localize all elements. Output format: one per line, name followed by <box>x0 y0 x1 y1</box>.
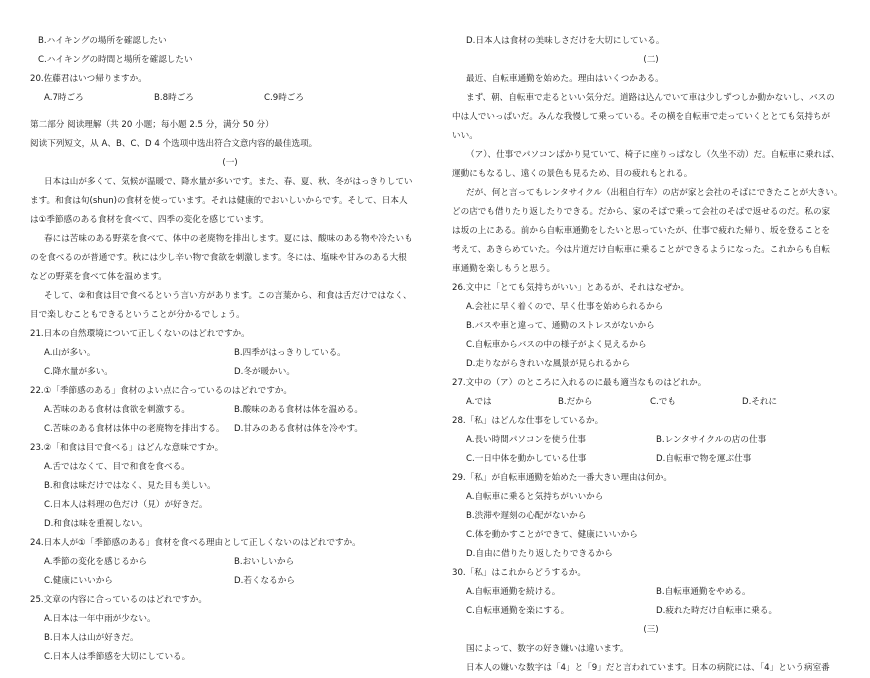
q22-option-d: D.甘みのある食材は体を冷やす。 <box>234 424 363 434</box>
passage2-line: どの店でも借りたり返したりできる。だから、家のそばで乗って会社のそばで返せるのだ。私の家 <box>452 207 831 217</box>
q23-option-a: A.舌ではなくて、目で和食を食べる。 <box>44 462 190 472</box>
q24-option-d: D.若くなるから <box>234 576 295 586</box>
passage3-line: 日本人の嫌いな数字は「4」と「9」だと言われています。日本の病院には、「4」という病室番 <box>466 663 830 673</box>
passage2-line: だが、何と言ってもレンタサイクル（出租自行车）の店が家と会社のそばにできたことが大きい。 <box>466 188 843 198</box>
passage2-line: 運動にもなるし、遠くの景色も見るため、目の疲れもとれる。 <box>452 169 693 179</box>
q24-options <box>30 572 430 591</box>
q30-option-d: D.疲れた時だけ自転車に乗る。 <box>656 606 778 616</box>
q27-option-d: D.それに <box>742 397 778 407</box>
passage1-line: ます。和食は旬(shun)の食材を使っています。それは健康的でおいしいからです。そして、日本人 <box>30 196 408 206</box>
q19-option-b: B.ハイキングの場所を確認したい <box>38 36 167 46</box>
q23-option-b: B.和食は味だけではなく、見た目も美しい。 <box>44 481 216 491</box>
q24-option-a: A.季節の変化を感じるから <box>44 557 147 567</box>
q28-option-a: A.長い時間パソコンを使う仕事 <box>466 435 587 445</box>
q27-question: 27.文中の（ア）のところに入れるのに最も適当なものはどれか。 <box>452 378 707 388</box>
q30-option-c: C.自転車通勤を楽にする。 <box>466 606 570 616</box>
passage2-line: 中は人でいっぱいだ。みんな我慢して乗っている。その横を自転車で走っていくととても気持ちが <box>452 112 831 122</box>
q21-option-a: A.山が多い。 <box>44 348 96 358</box>
q21-option-c: C.降水量が多い。 <box>44 367 113 377</box>
q26-option-a: A.会社に早く着くので、早く仕事を始められるから <box>466 302 664 312</box>
q20-question: 20.佐藤君はいつ帰りますか。 <box>30 74 147 84</box>
q28-options <box>452 431 850 450</box>
q28-option-c: C.一日中体を動かしている仕事 <box>466 454 587 464</box>
q19-option-c: C.ハイキングの時間と場所を確認したい <box>38 55 193 65</box>
q28-option-b: B.レンタサイクルの店の仕事 <box>656 435 767 445</box>
q24-question: 24.日本人が①「季節感のある」食材を食べる理由として正しくないのはどれですか。 <box>30 538 361 548</box>
q25-option-a: A.日本は一年中雨が少ない。 <box>44 614 156 624</box>
q25-option-b: B.日本人は山が好きだ。 <box>44 633 139 643</box>
q30-question: 30.「私」はこれからどうするか。 <box>452 568 586 578</box>
q30-option-a: A.自転車通勤を続ける。 <box>466 587 561 597</box>
q26-option-d: D.走りながらきれいな風景が見られるから <box>466 359 631 369</box>
q29-option-d: D.自由に借りたり返したりできるから <box>466 549 613 559</box>
passage1-line: などの野菜を食べて体を温めます。 <box>30 272 167 282</box>
q22-option-c: C.苦味のある食材は体中の老廃物を排出する。 <box>44 424 225 434</box>
q21-option-b: B.四季がはっきりしている。 <box>234 348 346 358</box>
q25-option-d: D.日本人は食材の美味しさだけを大切にしている。 <box>466 36 665 46</box>
part2-instruction: 阅读下列短文，从 A、B、C、D 4 个选项中选出符合文意内容的最佳选项。 <box>30 139 318 149</box>
q22-question: 22.①「季節感のある」食材のよい点に合っているのはどれですか。 <box>30 386 292 396</box>
q21-options <box>30 363 430 382</box>
q22-options <box>30 401 430 420</box>
q24-option-b: B.おいしいから <box>234 557 295 567</box>
passage2-line: 最近、自転車通勤を始めた。理由はいくつかある。 <box>466 74 664 84</box>
passage1-line: 日本は山が多くて、気候が温暖で、降水量が多いです。また、春、夏、秋、冬がはっきりしてい <box>44 177 413 187</box>
section-2-heading: (二) <box>643 55 659 65</box>
section-1-heading: (一) <box>222 158 238 168</box>
q29-option-b: B.渋滞や遅刻の心配がないから <box>466 511 587 521</box>
passage1-line: 目で楽しむこともできるということが分かるでしょう。 <box>30 310 245 320</box>
q26-question: 26.文中に「とても気持ちがいい」とあるが、それはなぜか。 <box>452 283 690 293</box>
q21-question: 21.日本の自然環境について正しくないのはどれですか。 <box>30 329 250 339</box>
q20-option-a: A.7時ごろ <box>44 93 84 103</box>
q30-option-b: B.自転車通勤をやめる。 <box>656 587 751 597</box>
q25-question: 25.文章の内容に合っているのはどれですか。 <box>30 595 207 605</box>
q24-option-c: C.健康にいいから <box>44 576 113 586</box>
q21-options <box>30 344 430 363</box>
q27-option-a: A.では <box>466 397 492 407</box>
passage2-line: まず、朝、自転車で走るといい気分だ。道路は込んでいて車は少しずつしか動かないし、バスの <box>466 93 835 103</box>
q30-options <box>452 583 850 602</box>
left-column <box>30 32 430 667</box>
passage3-line: 国によって、数字の好き嫌いは違います。 <box>466 644 629 654</box>
passage2-line: （ア）、仕事でパソコンばかり見ていて、椅子に座りっぱなし（久坐不动）だ。自転車に乗れば、 <box>466 150 840 160</box>
passage1-line: は①季節感のある食材を食べて、四季の変化を感じています。 <box>30 215 269 225</box>
q20-option-c: C.9時ごろ <box>264 93 304 103</box>
passage2-line: いい。 <box>452 131 478 141</box>
q23-option-c: C.日本人は料理の色だけ（見）が好きだ。 <box>44 500 208 510</box>
q29-option-c: C.体を動かすことができて、健康にいいから <box>466 530 638 540</box>
q28-options <box>452 450 850 469</box>
q22-option-b: B.酸味のある食材は体を温める。 <box>234 405 363 415</box>
q29-option-a: A.自転車に乗ると気持ちがいいから <box>466 492 604 502</box>
q27-option-b: B.だから <box>558 397 593 407</box>
part2-title: 第二部分 阅读理解（共 20 小题；每小题 2.5 分，满分 50 分） <box>30 120 274 130</box>
q28-question: 28.「私」はどんな仕事をしているか。 <box>452 416 604 426</box>
passage1-line: のを食べるのが普通です。秋には少し辛い物で食欲を刺激します。冬には、塩味や甘みのある大根 <box>30 253 407 263</box>
q28-option-d: D.自転車で物を運ぶ仕事 <box>656 454 752 464</box>
passage2-line: 車通勤を楽しもうと思う。 <box>452 264 556 274</box>
passage2-line: は坂の上にある。前から自転車通勤をしたいと思っていたが、仕事で疲れた帰り、坂を登ることを <box>452 226 831 236</box>
q27-option-c: C.でも <box>650 397 676 407</box>
section-3-heading: (三) <box>643 625 659 635</box>
q20-option-b: B.8時ごろ <box>154 93 194 103</box>
q23-question: 23.②「和食は目で食べる」はどんな意味ですか。 <box>30 443 224 453</box>
passage1-line: 春には苦味のある野菜を食べて、体中の老廃物を排出します。夏には、酸味のある物や冷たいも <box>44 234 413 244</box>
q21-option-d: D.冬が暖かい。 <box>234 367 295 377</box>
q22-option-a: A.苦味のある食材は食欲を刺激する。 <box>44 405 190 415</box>
q24-options <box>30 553 430 572</box>
q23-option-d: D.和食は味を重視しない。 <box>44 519 148 529</box>
right-column <box>452 32 850 678</box>
q22-options <box>30 420 430 439</box>
q25-option-c: C.日本人は季節感を大切にしている。 <box>44 652 191 662</box>
q29-question: 29.「私」が自転車通勤を始めた一番大きい理由は何か。 <box>452 473 672 483</box>
q26-option-b: B.バスや車と違って、通勤のストレスがないから <box>466 321 655 331</box>
q26-option-c: C.自転車からバスの中の様子がよく見えるから <box>466 340 647 350</box>
passage2-line: 考えて、あきらめていた。今は片道だけ自転車に乗ることができるようになった。これからも自転 <box>452 245 830 255</box>
passage1-line: そして、②和食は目で食べるという言い方があります。この言葉から、和食は舌だけではなく、 <box>44 291 412 301</box>
q27-options <box>452 393 850 412</box>
q30-options <box>452 602 850 621</box>
q20-options <box>30 89 430 108</box>
